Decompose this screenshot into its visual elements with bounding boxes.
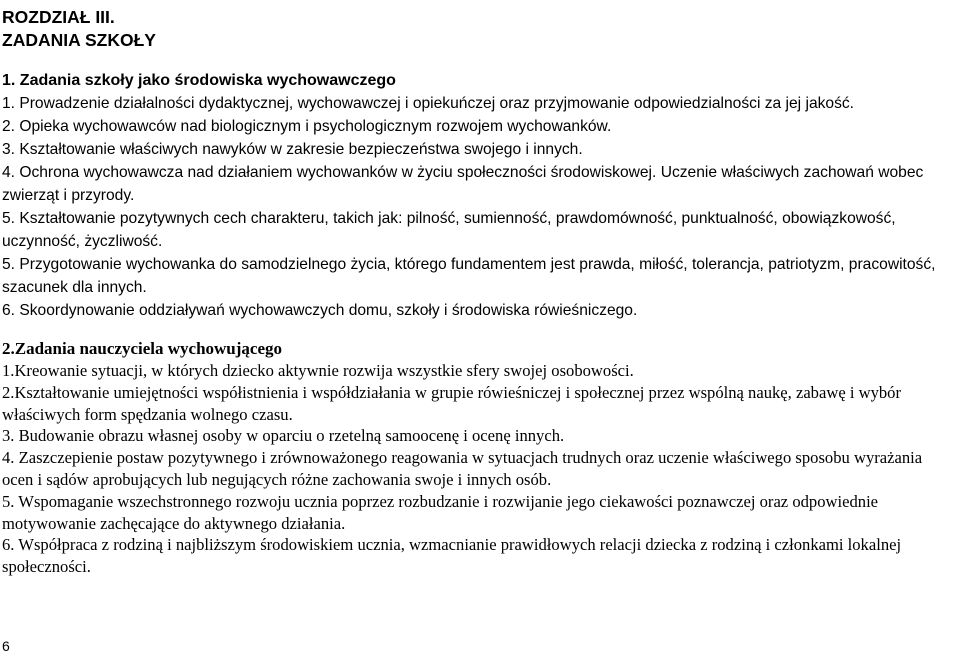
list-item: 6. Współpraca z rodziną i najbliższym środowiskiem ucznia, wzmacnianie prawidłowych relacji dziecka z rodziną i członkami lokalnej społeczności.: [2, 535, 902, 577]
section-school-tasks: [2, 69, 952, 322]
list-item: 2.Kształtowanie umiejętności współistnienia i współdziałania w grupie rówieśniczej i społecznej przez wspólną naukę, zabawę i wybór właściwych form spędzania wolnego czasu.: [2, 382, 902, 424]
list-item: 4. Zaszczepienie postaw pozytywnego i zrównoważonego reagowania w sytuacjach trudnych oraz uczenie właściwego sposobu wyrażania ocen i sądów aprobujących lub negujących różne zachowania swoje i innych osób.: [2, 448, 923, 489]
section-heading: 1. Zadania szkoły jako środowiska wychowawczego: [2, 72, 396, 89]
list-item: 5. Wspomaganie wszechstronnego rozwoju ucznia poprzez rozbudzanie i rozwijanie jego ciekawości poznawczej oraz odpowiednie motywowanie zachęcające do aktywnego działania.: [2, 491, 879, 533]
page-number: 6: [2, 638, 10, 654]
list-item: 6. Skoordynowanie oddziaływań wychowawczych domu, szkoły i środowiska rówieśniczego.: [2, 302, 638, 319]
document-page: [2, 0, 952, 578]
chapter-title: ZADANIA SZKOŁY: [2, 30, 156, 50]
list-item: 5. Przygotowanie wychowanka do samodzielnego życia, którego fundamentem jest prawda, miłość, tolerancja, patriotyzm, pracowitość, szacunek dla innych.: [2, 256, 936, 296]
list-item: 2. Opieka wychowawców nad biologicznym i psychologicznym rozwojem wychowanków.: [2, 118, 612, 135]
list-item: 1.Kreowanie sytuacji, w których dziecko aktywnie rozwija wszystkie sfery swojej osobowości.: [2, 361, 634, 380]
section-teacher-tasks: [2, 338, 952, 578]
chapter-number: ROZDZIAŁ III.: [2, 7, 115, 27]
list-item: 4. Ochrona wychowawcza nad działaniem wychowanków w życiu społeczności środowiskowej. Uczenie właściwych zachowań wobec zwierząt i przyrody.: [2, 164, 924, 204]
spacer: [2, 52, 952, 69]
list-item: 1. Prowadzenie działalności dydaktycznej, wychowawczej i opiekuńczej oraz przyjmowanie odpowiedzialności za jej jakość.: [2, 95, 855, 112]
section-heading: 2.Zadania nauczyciela wychowującego: [2, 339, 283, 358]
list-item: 3. Kształtowanie właściwych nawyków w zakresie bezpieczeństwa swojego i innych.: [2, 141, 583, 158]
list-item: 3. Budowanie obrazu własnej osoby w oparciu o rzetelną samoocenę i ocenę innych.: [2, 426, 565, 446]
list-item: 5. Kształtowanie pozytywnych cech charakteru, takich jak: pilność, sumienność, prawdomówność, punktualność, obowiązkowość, uczynność, życzliwość.: [2, 210, 896, 250]
spacer: [2, 322, 952, 338]
